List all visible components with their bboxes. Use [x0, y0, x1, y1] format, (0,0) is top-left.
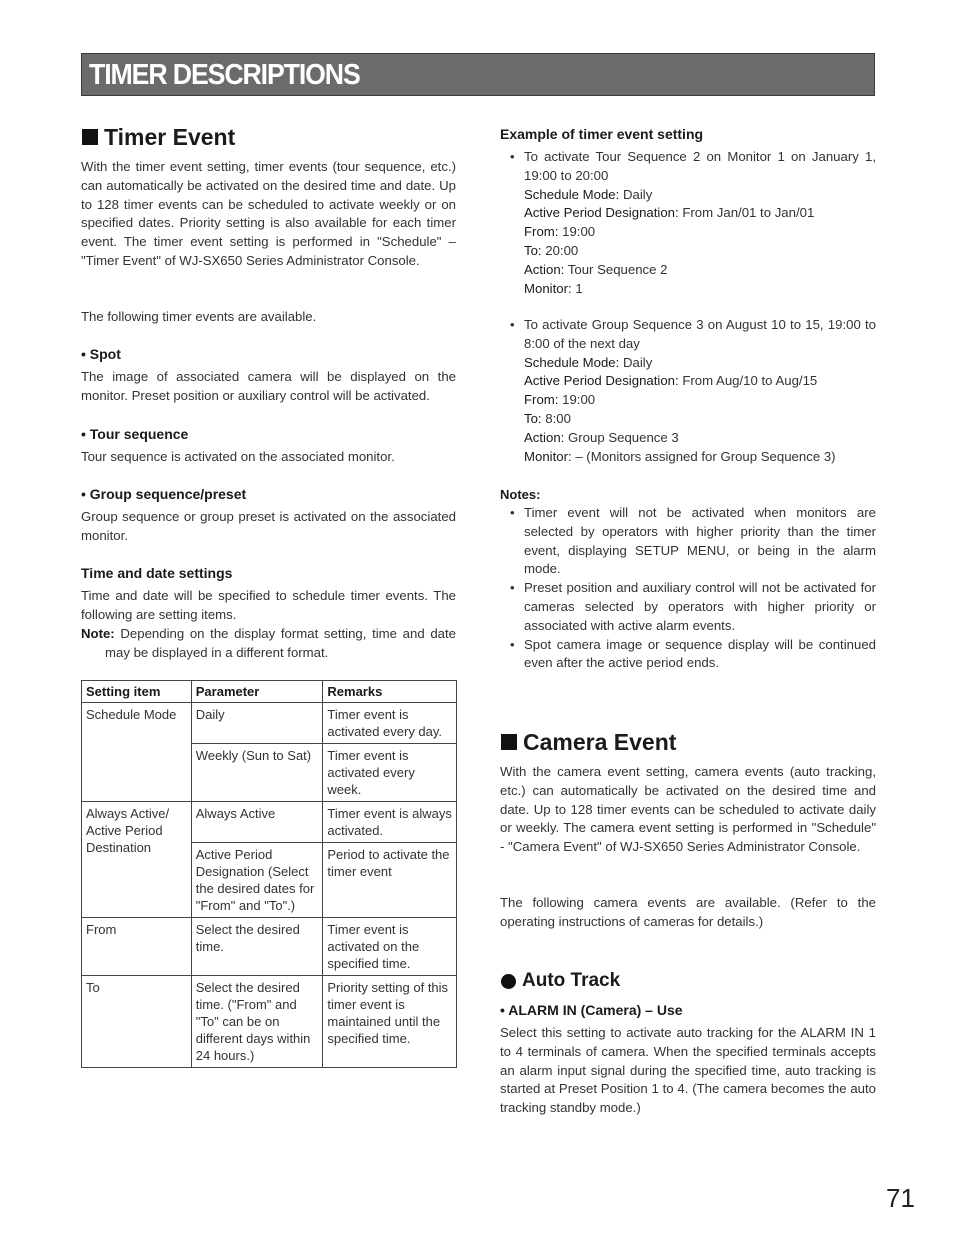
note-label: Note: — [81, 626, 115, 641]
example-list — [500, 148, 876, 298]
field-value: Daily — [622, 354, 653, 370]
example-intro: To activate Group Sequence 3 on August 10 to 15, 19:00 to 8:00 of the next day — [524, 317, 876, 351]
auto-track-heading-text: Auto Track — [522, 970, 621, 991]
field-value: 19:00 — [562, 224, 596, 240]
table-cell: To — [82, 976, 192, 1068]
camera-events-available: The following camera events are available. (Refer to the operating instructions of cameras for details.) — [500, 895, 876, 929]
timer-event-heading-text: Timer Event — [104, 124, 236, 150]
table-header: Parameter — [191, 681, 323, 703]
table-cell: Period to activate the timer event — [323, 843, 457, 918]
table-cell: Active Period Designation (Select the desired dates for "From" and "To".) — [191, 843, 323, 918]
example-field — [524, 261, 876, 280]
page-banner — [81, 53, 875, 96]
notes-heading: Notes: — [500, 487, 541, 502]
spot-heading: • Spot — [81, 346, 121, 362]
example-field — [524, 448, 876, 467]
note-item: • Spot camera image or sequence display will be continued even after the active period ends. — [500, 636, 876, 674]
table-header: Remarks — [323, 681, 457, 703]
example-field — [524, 354, 876, 373]
square-bullet-icon — [82, 129, 98, 145]
field-value: 8:00 — [545, 410, 571, 426]
field-label: Monitor: — [524, 448, 572, 464]
field-value: 19:00 — [562, 392, 596, 408]
example-heading: Example of timer event setting — [500, 126, 704, 142]
table-cell: Priority setting of this timer event is maintained until the specified time. — [323, 976, 457, 1068]
table-cell: Schedule Mode — [82, 703, 192, 802]
table-row — [82, 976, 457, 1068]
field-value: – (Monitors assigned for Group Sequence 3) — [575, 448, 836, 464]
field-value: Tour Sequence 2 — [567, 261, 668, 277]
time-date-note — [81, 625, 456, 663]
field-value: From Aug/10 to Aug/15 — [682, 373, 818, 389]
settings-table — [81, 680, 457, 1068]
example-field — [524, 410, 876, 429]
field-label: Schedule Mode: — [524, 354, 620, 370]
square-bullet-icon — [501, 734, 517, 750]
field-label: From: — [524, 392, 559, 408]
field-label: Schedule Mode: — [524, 186, 620, 202]
field-label: To: — [524, 242, 542, 258]
camera-event-heading — [500, 728, 876, 756]
field-label: Active Period Designation: — [524, 205, 679, 221]
example-field — [524, 372, 876, 391]
table-cell: Always Active — [191, 802, 323, 843]
timer-event-intro: With the timer event setting, timer events (tour sequence, etc.) can automatically be activated on the desired time and date. Up to 128 timer events can be scheduled to activate weekly or on specified dates. Priority setting is also available for each timer event. The timer event setting is performed in "Schedule" – "Timer Event" of WJ-SX650 Series Administrator Console. — [81, 159, 456, 268]
group-sequence-heading: • Group sequence/preset — [81, 486, 247, 502]
example-field — [524, 391, 876, 410]
field-value: 1 — [575, 280, 583, 296]
field-label: Active Period Designation: — [524, 373, 679, 389]
field-label: Action: — [524, 261, 565, 277]
field-label: To: — [524, 410, 542, 426]
example-field — [524, 186, 876, 205]
example-intro: To activate Tour Sequence 2 on Monitor 1 on January 1, 19:00 to 20:00 — [524, 149, 876, 183]
example-list — [500, 316, 876, 466]
alarm-in-text: Select this setting to activate auto tracking for the ALARM IN 1 to 4 terminals of camera. When the specified terminals accepts an alarm input signal during the specified time, auto tracking is started at Preset Position 1 to 4. (The camera becomes the auto tracking standby mode.) — [500, 1025, 876, 1116]
table-cell: Always Active/ Active Period Destination — [82, 802, 192, 918]
camera-event-heading-text: Camera Event — [523, 729, 677, 755]
field-value: 20:00 — [545, 242, 579, 258]
field-value: Daily — [622, 186, 653, 202]
field-label: Action: — [524, 429, 565, 445]
table-header: Setting item — [82, 681, 192, 703]
table-row — [82, 802, 457, 843]
time-date-text: Time and date will be specified to schedule timer events. The following are setting items. — [81, 588, 456, 622]
field-label: Monitor: — [524, 280, 572, 296]
example-field — [524, 204, 876, 223]
page-title: TIMER DESCRIPTIONS — [89, 59, 360, 91]
table-cell: Select the desired time. ("From" and "To" can be on different days within 24 hours.) — [191, 976, 323, 1068]
table-cell: Daily — [191, 703, 323, 744]
table-cell: From — [82, 918, 192, 976]
table-cell: Timer event is activated every week. — [323, 744, 457, 802]
notes-list — [500, 504, 876, 673]
timer-event-section — [81, 123, 456, 151]
tour-sequence-text: Tour sequence is activated on the associated monitor. — [81, 449, 395, 464]
tour-sequence-heading: • Tour sequence — [81, 426, 189, 442]
group-sequence-text: Group sequence or group preset is activated on the associated monitor. — [81, 509, 456, 543]
camera-event-intro: With the camera event setting, camera events (auto tracking, etc.) can automatically be activated on the desired time and date. Up to 128 timer events can be scheduled to activate daily or weekly. The camera event setting is performed in "Schedule" - "Camera Event" of WJ-SX650 Series Administrator Console. — [500, 764, 876, 855]
auto-track-heading — [500, 969, 876, 993]
field-value: From Jan/01 to Jan/01 — [682, 205, 815, 221]
timer-event-heading — [81, 123, 456, 151]
table-cell: Timer event is always activated. — [323, 802, 457, 843]
timer-events-available: The following timer events are available. — [81, 309, 317, 324]
note-item: • Preset position and auxiliary control will not be activated for cameras selected by operators with higher priority or associated with active alarm events. — [500, 579, 876, 635]
example-item — [500, 148, 876, 298]
field-label: From: — [524, 224, 559, 240]
field-value: Group Sequence 3 — [568, 429, 679, 445]
example-field — [524, 242, 876, 261]
alarm-in-heading: • ALARM IN (Camera) – Use — [500, 1002, 683, 1018]
note-item: • Timer event will not be activated when monitors are selected by operators with higher priority than the timer event, displaying SETUP MENU, or being in the alarm mode. — [500, 504, 876, 579]
page-number: 71 — [886, 1183, 915, 1213]
spot-text: The image of associated camera will be displayed on the monitor. Preset position or auxiliary control will be activated. — [81, 369, 456, 403]
time-date-heading: Time and date settings — [81, 565, 233, 581]
table-row — [82, 918, 457, 976]
table-header-row — [82, 681, 457, 703]
example-field — [524, 429, 876, 448]
example-item — [500, 316, 876, 466]
table-cell: Weekly (Sun to Sat) — [191, 744, 323, 802]
table-cell: Select the desired time. — [191, 918, 323, 976]
note-text: Depending on the display format setting, time and date may be displayed in a different format. — [105, 626, 456, 660]
example-field — [524, 223, 876, 242]
circle-bullet-icon — [501, 974, 516, 989]
table-cell: Timer event is activated every day. — [323, 703, 457, 744]
table-row — [82, 703, 457, 744]
example-field — [524, 280, 876, 299]
table-cell: Timer event is activated on the specified time. — [323, 918, 457, 976]
